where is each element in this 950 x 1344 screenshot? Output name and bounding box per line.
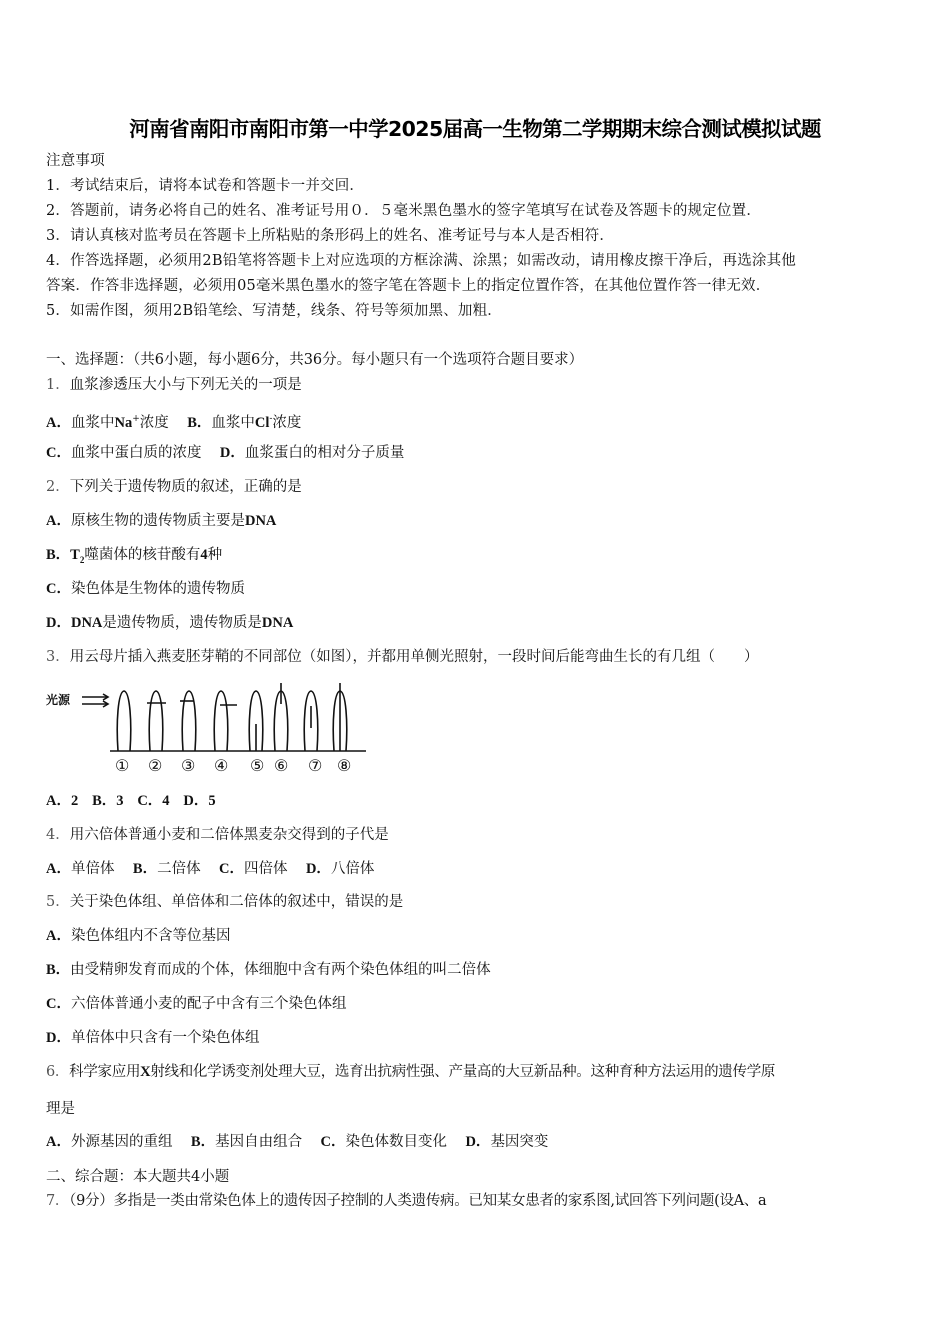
option-value: 3	[116, 793, 124, 809]
option-text: 基因突变	[490, 1134, 549, 1150]
option-value: 2	[70, 793, 79, 809]
option-label: B．	[46, 962, 71, 978]
question-6-options	[46, 1133, 548, 1151]
question-2-option-d	[46, 614, 293, 632]
option-em: DNA	[70, 615, 103, 631]
option-c-text: 血浆中蛋白质的浓度	[70, 445, 202, 461]
option-text-post: 种	[207, 547, 223, 563]
question-text: 血浆渗透压大小与下列无关的一项是	[69, 377, 302, 393]
question-7	[46, 1192, 766, 1210]
option-label: B．	[46, 547, 71, 563]
figure-labels	[44, 756, 374, 778]
question-text: 关于染色体组、单倍体和二倍体的叙述中，错误的是	[69, 894, 404, 910]
question-6	[46, 1063, 775, 1081]
option-label: B．	[92, 793, 117, 809]
question-4	[46, 826, 389, 844]
question-text: 用六倍体普通小麦和二倍体黑麦杂交得到的子代是	[69, 827, 389, 843]
option-value: 4	[162, 793, 170, 809]
question-4-options	[46, 860, 374, 878]
notice-item-1: 1．考试结束后，请将本试卷和答题卡一并交回．	[46, 178, 365, 194]
option-text: 六倍体普通小麦的配子中含有三个染色体组	[70, 996, 347, 1012]
question-5	[46, 893, 403, 911]
notice-heading: 注意事项	[46, 153, 105, 169]
charge-minus: -	[269, 414, 273, 424]
question-number: 6．	[46, 1064, 70, 1080]
question-5-option-d	[46, 1029, 259, 1047]
figure-label-7: ⑦	[308, 756, 323, 775]
option-label: C．	[46, 445, 71, 461]
question-3	[46, 648, 758, 666]
section-1-heading: 一、选择题：（共6小题，每小题6分，共36分。每小题只有一个选项符合题目要求）	[46, 352, 584, 368]
notice-item-4-cont: 答案．作答非选择题，必须用05毫米黑色墨水的签字笔在答题卡上的指定位置作答，在其他位置作答一律无效．	[46, 278, 771, 294]
question-5-option-c	[46, 995, 346, 1013]
question-2-option-c	[46, 580, 245, 598]
question-score: （9分）	[69, 1193, 114, 1209]
charge-plus: +	[132, 414, 140, 424]
option-d-text: 血浆蛋白的相对分子质量	[244, 445, 405, 461]
option-label: D．	[465, 1134, 491, 1150]
option-b-text-post: 浓度	[272, 414, 302, 431]
option-label: C．	[46, 581, 71, 597]
option-text: 原核生物的遗传物质主要是	[70, 513, 245, 529]
figure-label-8: ⑧	[337, 756, 352, 775]
option-label: A．	[46, 1134, 71, 1150]
notice-item-2: 2．答题前，请务必将自己的姓名、准考证号用０．５毫米黑色墨水的签字笔填写在试卷及答题卡的规定位置．	[46, 203, 762, 219]
coleoptile-figure	[44, 682, 374, 782]
option-label: A．	[46, 414, 71, 431]
option-text: 是遗传物质，遗传物质是	[102, 615, 262, 631]
subscript: 2	[79, 554, 85, 565]
question-number: 4．	[46, 827, 70, 843]
notice-item-4: 4．作答选择题，必须用2B铅笔将答题卡上对应选项的方框涂满、涂黑；如需改动，请用橡皮擦干净后，再选涂其他	[46, 253, 797, 269]
option-em: 4	[200, 547, 208, 563]
chloride-symbol: Cl	[254, 414, 270, 431]
question-5-option-b	[46, 961, 491, 979]
option-em: DNA	[261, 615, 294, 631]
question-number: 1．	[46, 377, 70, 393]
option-label: B．	[132, 861, 158, 877]
question-2-option-a	[46, 512, 276, 530]
option-label: D．	[46, 1030, 71, 1046]
option-label: C．	[137, 793, 163, 809]
option-text: 染色体组内不含等位基因	[70, 928, 231, 944]
option-label: B．	[187, 414, 212, 431]
question-6-cont: 理是	[46, 1101, 75, 1117]
option-text: 由受精卵发育而成的个体，体细胞中含有两个染色体组的叫二倍体	[70, 962, 491, 978]
option-b-text: 血浆中	[211, 414, 255, 431]
question-text: 用云母片插入燕麦胚芽鞘的不同部位（如图），并都用单侧光照射，一段时间后能弯曲生长的有几组（ ）	[69, 649, 759, 665]
option-em: DNA	[244, 513, 277, 529]
figure-label-5: ⑤	[250, 756, 265, 775]
question-3-options	[46, 792, 216, 810]
option-text: 单倍体	[70, 861, 115, 877]
section-2-heading: 二、综合题：本大题共4小题	[46, 1169, 230, 1185]
figure-label-3: ③	[181, 756, 196, 775]
option-label: A．	[46, 861, 71, 877]
option-label: D．	[305, 861, 331, 877]
question-5-option-a	[46, 927, 230, 945]
option-a-text-post: 浓度	[139, 414, 169, 431]
option-label: A．	[46, 928, 71, 944]
question-number: 5．	[46, 894, 70, 910]
option-text: 二倍体	[157, 861, 201, 877]
question-number: 7．	[46, 1193, 70, 1209]
option-text: 噬菌体的核苷酸有	[84, 547, 201, 563]
option-em: T	[70, 547, 80, 563]
figure-label-4: ④	[214, 756, 229, 775]
option-label: A．	[46, 513, 71, 529]
page-title: 河南省南阳市南阳市第一中学2025届高一生物第二学期期末综合测试模拟试题	[129, 117, 821, 141]
option-value: 5	[208, 793, 216, 809]
option-text: 染色体数目变化	[345, 1134, 448, 1150]
question-2-option-b	[46, 546, 222, 569]
option-label: B．	[190, 1134, 216, 1150]
figure-label-1: ①	[115, 756, 130, 775]
option-label: D．	[46, 615, 71, 631]
question-2	[46, 478, 302, 496]
option-a-text: 血浆中	[70, 414, 115, 431]
option-text: 染色体是生物体的遗传物质	[70, 581, 245, 597]
question-1-options-ab	[46, 410, 301, 432]
option-label: C．	[219, 861, 245, 877]
option-text: 四倍体	[244, 861, 288, 877]
question-text: 多指是一类由常染色体上的遗传因子控制的人类遗传病。已知某女患者的家系图,试回答下列问题(设A、a	[113, 1193, 767, 1209]
notice-item-5: 5．如需作图，须用2B铅笔绘、写清楚，线条、符号等须加黑、加粗．	[46, 303, 503, 319]
option-label: C．	[46, 996, 71, 1012]
question-1-options-cd	[46, 444, 404, 462]
option-text: 八倍体	[330, 861, 375, 877]
x-ray-symbol: X	[140, 1064, 151, 1080]
option-text: 单倍体中只含有一个染色体组	[70, 1030, 260, 1046]
question-text: 科学家应用	[69, 1064, 141, 1080]
option-label: A．	[46, 793, 71, 809]
figure-label-6: ⑥	[274, 756, 289, 775]
figure-label-2: ②	[148, 756, 163, 775]
option-text: 基因自由组合	[215, 1134, 303, 1150]
option-label: D．	[183, 793, 209, 809]
notice-item-3: 3．请认真核对监考员在答题卡上所粘贴的条形码上的姓名、准考证号与本人是否相符．	[46, 228, 615, 244]
question-number: 2．	[46, 479, 70, 495]
option-text: 外源基因的重组	[70, 1134, 173, 1150]
question-number: 3．	[46, 649, 70, 665]
question-text-post: 射线和化学诱变剂处理大豆，选育出抗病性强、产量高的大豆新品种。这种育种方法运用的遗传学原	[150, 1064, 776, 1080]
question-text: 下列关于遗传物质的叙述，正确的是	[69, 479, 302, 495]
sodium-symbol: Na	[114, 414, 133, 431]
option-label: C．	[320, 1134, 346, 1150]
option-label: D．	[219, 445, 245, 461]
question-1	[46, 376, 302, 394]
light-source-label: 光源	[46, 693, 71, 707]
